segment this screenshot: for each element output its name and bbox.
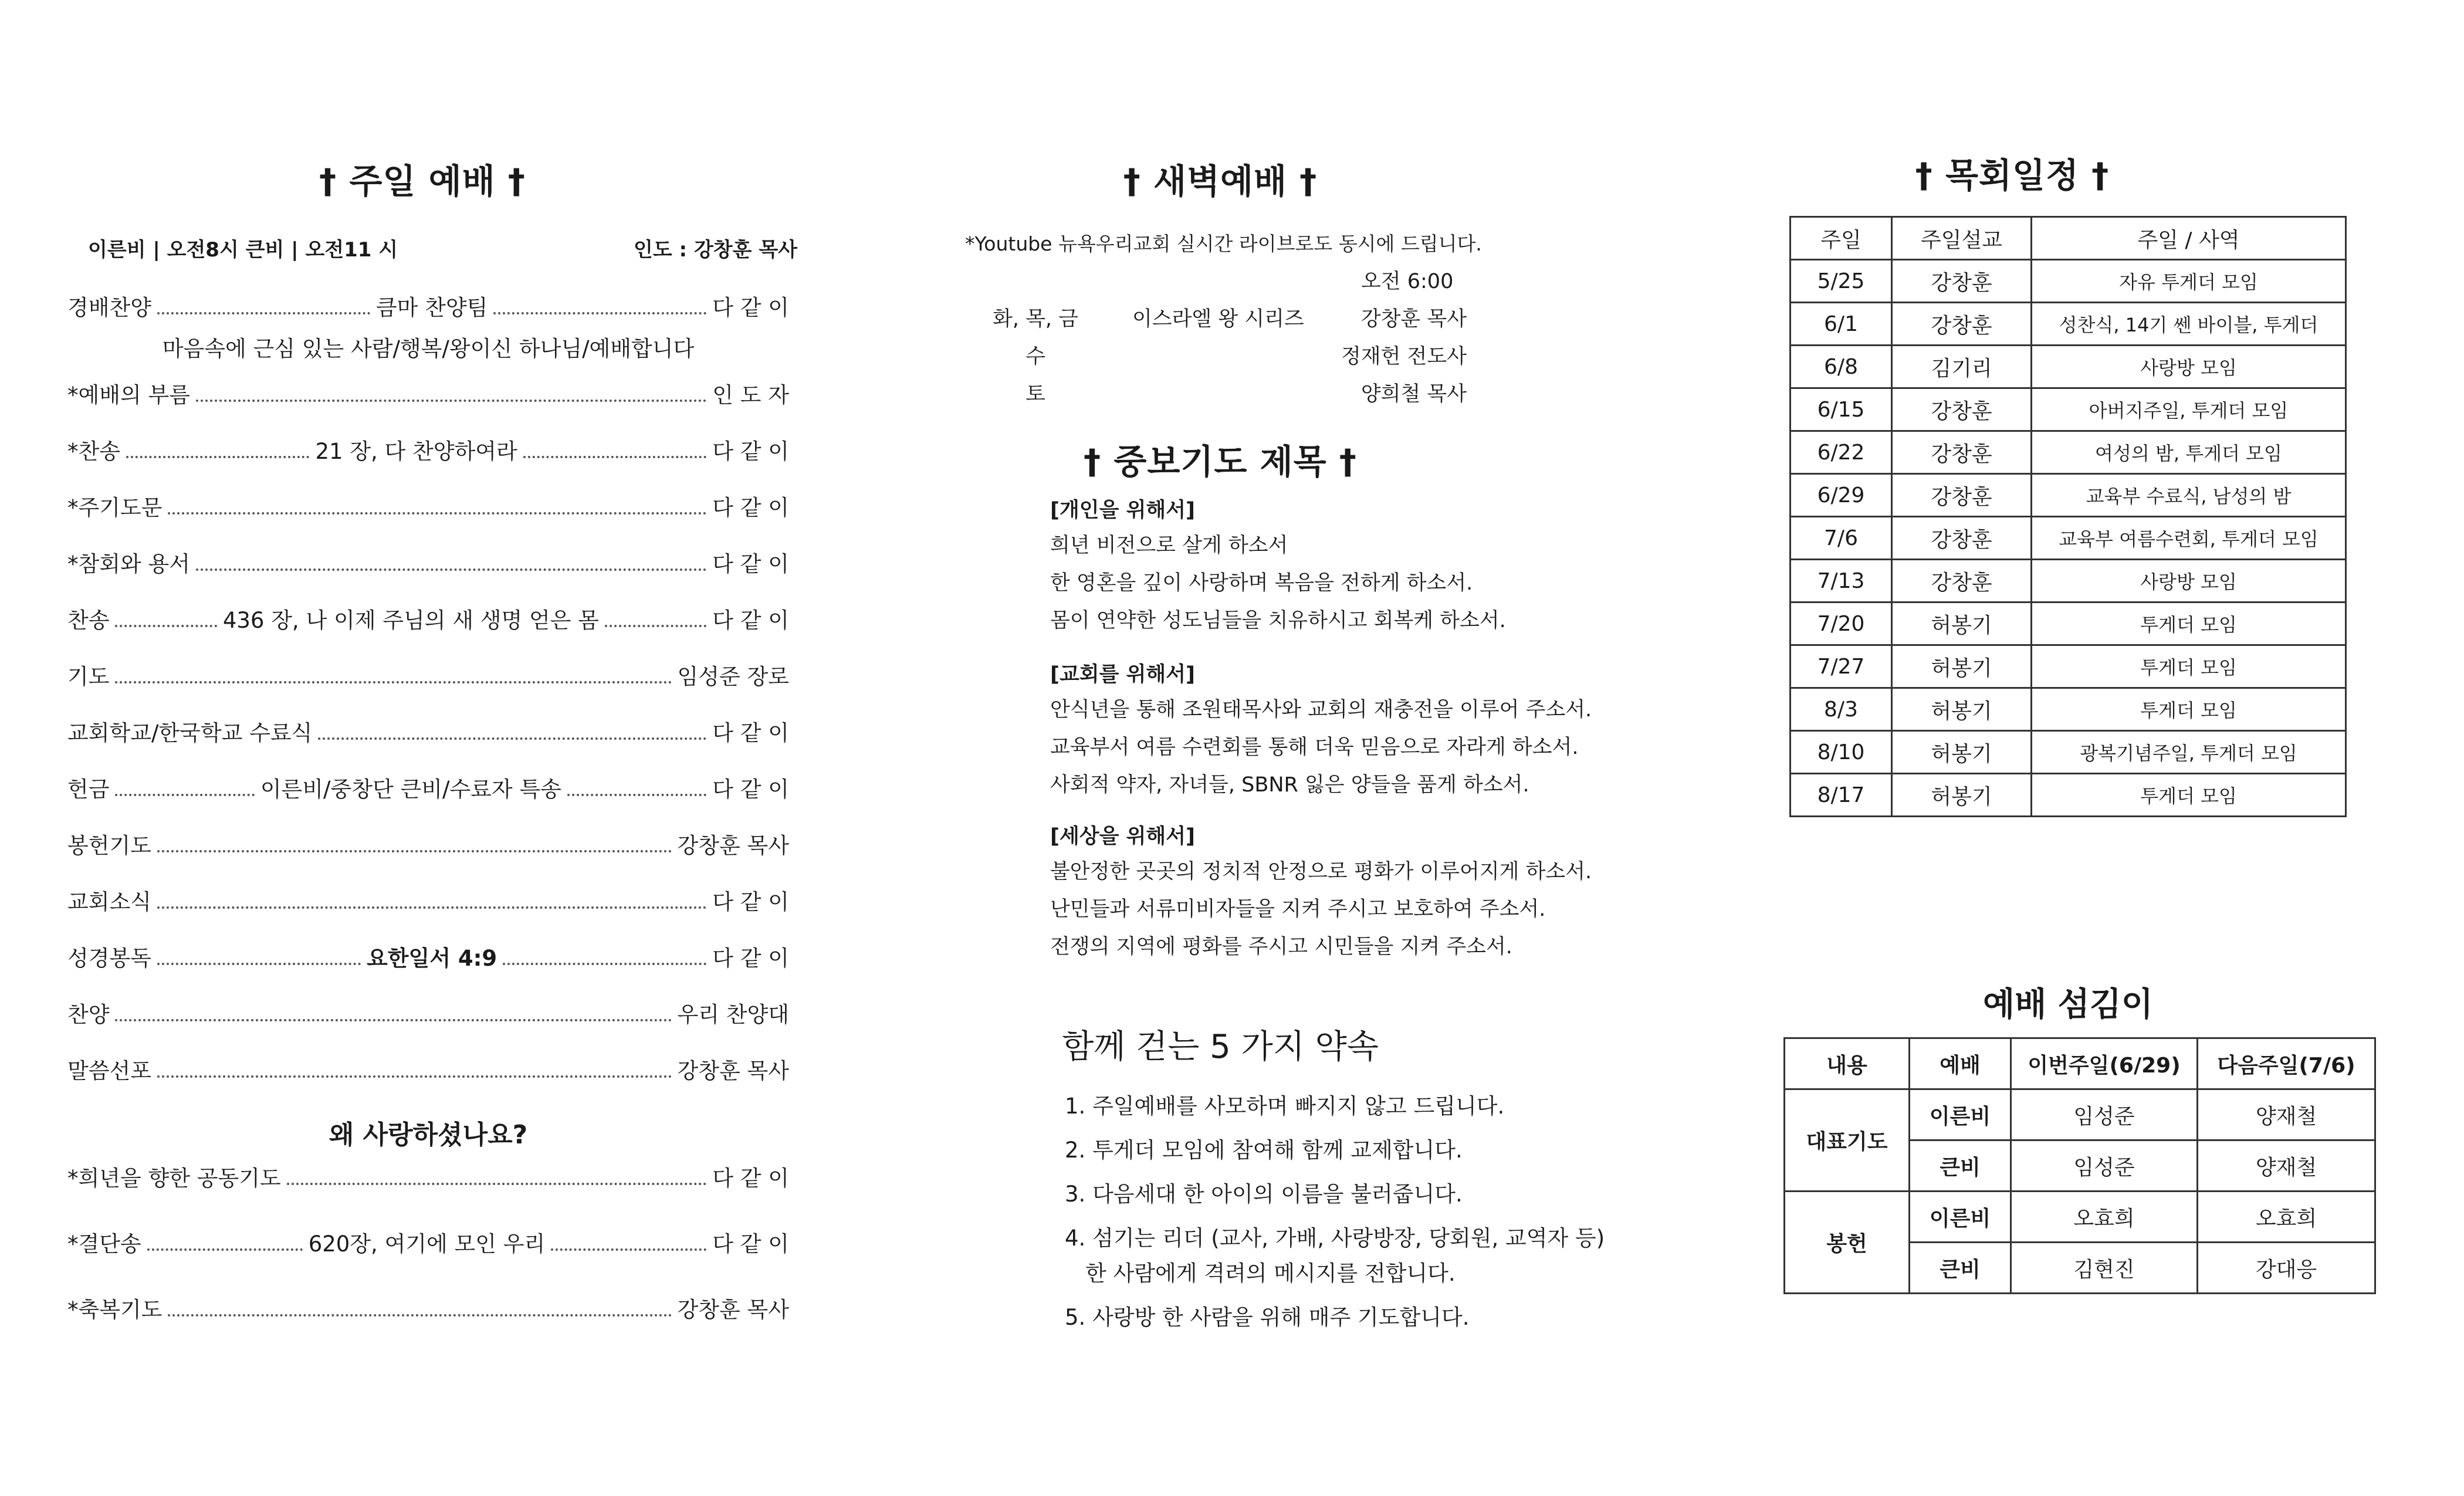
service-this-week: 김현진 bbox=[2011, 1243, 2198, 1294]
schedule-preacher: 허봉기 bbox=[1892, 645, 2032, 688]
order-label: 교회학교/한국학교 수료식 bbox=[67, 720, 313, 746]
service-this-week: 오효희 bbox=[2011, 1192, 2198, 1243]
table-row bbox=[1791, 688, 2346, 731]
service-session: 이른비 bbox=[1910, 1089, 2011, 1140]
schedule-preacher: 강창훈 bbox=[1892, 303, 2032, 346]
order-label: *주기도문 bbox=[67, 495, 163, 520]
service-this-week: 임성준 bbox=[2011, 1140, 2198, 1192]
schedule-ministry: 투게더 모임 bbox=[2032, 774, 2346, 817]
schedule-date: 8/17 bbox=[1791, 774, 1892, 817]
prayer-line: 사회적 약자, 자녀들, SBNR 잃은 양들을 품게 하소서. bbox=[1050, 773, 1529, 797]
schedule-preacher: 강창훈 bbox=[1892, 560, 2032, 603]
schedule-header: 주일설교 bbox=[1892, 217, 2032, 260]
schedule-preacher: 강창훈 bbox=[1892, 260, 2032, 303]
order-who: 다 같 이 bbox=[712, 889, 789, 915]
order-middle: 620장, 여기에 모인 우리 bbox=[308, 1231, 546, 1257]
order-row bbox=[67, 659, 789, 691]
order-row bbox=[67, 546, 789, 578]
service-next-week: 양재철 bbox=[2198, 1140, 2375, 1192]
dawn-day: 토 bbox=[1025, 383, 1045, 406]
service-next-week: 양재철 bbox=[2198, 1089, 2375, 1140]
service-role: 대표기도 bbox=[1785, 1089, 1910, 1192]
dawn-worship-title: † 새벽예배 † bbox=[1123, 161, 1318, 201]
service-header: 이번주일(6/29) bbox=[2011, 1038, 2198, 1089]
dawn-day: 수 bbox=[1025, 345, 1045, 368]
order-label: *예배의 부름 bbox=[67, 383, 190, 408]
schedule-header-row bbox=[1791, 217, 2346, 260]
schedule-table bbox=[1789, 216, 2347, 817]
prayer-line: 희년 비전으로 살게 하소서 bbox=[1050, 534, 1288, 557]
order-label: 경배찬양 bbox=[67, 295, 151, 320]
promises-title: 함께 걷는 5 가지 약속 bbox=[1062, 1028, 1379, 1066]
schedule-date: 7/27 bbox=[1791, 645, 1892, 688]
schedule-preacher: 강창훈 bbox=[1892, 388, 2032, 431]
order-label: 찬송 bbox=[67, 608, 110, 633]
order-middle: 큼마 찬양팀 bbox=[375, 295, 488, 320]
praise-song-list: 마음속에 근심 있는 사람/행복/왕이신 하나님/예배합니다 bbox=[162, 336, 695, 361]
schedule-ministry: 여성의 밤, 투게더 모임 bbox=[2032, 431, 2346, 474]
order-who: 다 같 이 bbox=[712, 946, 790, 971]
service-next-week: 오효희 bbox=[2198, 1192, 2375, 1243]
order-label: 교회소식 bbox=[67, 889, 151, 915]
order-row bbox=[67, 997, 789, 1028]
prayer-line: 안식년을 통해 조원태목사와 교회의 재충전을 이루어 주소서. bbox=[1050, 698, 1592, 722]
order-label: *찬송 bbox=[67, 439, 120, 464]
dawn-youtube-note: *Youtube 뉴욕우리교회 실시간 라이브로도 동시에 드립니다. bbox=[965, 232, 1482, 255]
promise-item: 1. 주일예배를 사모하며 빠지지 않고 드립니다. bbox=[1065, 1094, 1505, 1119]
table-row bbox=[1791, 517, 2346, 560]
schedule-date: 6/22 bbox=[1791, 431, 1892, 474]
prayer-group-head: [교회를 위해서] bbox=[1050, 663, 1196, 686]
order-row bbox=[67, 940, 789, 972]
prayer-line: 교육부서 여름 수련회를 통해 더욱 믿음으로 자라게 하소서. bbox=[1050, 736, 1579, 759]
order-who: 다 같 이 bbox=[712, 495, 789, 520]
order-label: *결단송 bbox=[67, 1231, 141, 1257]
service-table bbox=[1783, 1037, 2376, 1294]
prayer-line: 몸이 연약한 성도님들을 치유하시고 회복케 하소서. bbox=[1050, 609, 1506, 632]
order-row bbox=[67, 1226, 789, 1258]
dawn-preacher: 강창훈 목사 bbox=[1360, 307, 1467, 331]
sermon-title: 왜 사랑하셨나요? bbox=[329, 1120, 528, 1150]
dawn-series: 이스라엘 왕 시리즈 bbox=[1132, 307, 1304, 331]
schedule-date: 7/20 bbox=[1791, 603, 1892, 645]
service-this-week: 임성준 bbox=[2011, 1089, 2198, 1140]
service-header: 예배 bbox=[1910, 1038, 2011, 1089]
promise-item: 2. 투게더 모임에 참여해 함께 교제합니다. bbox=[1065, 1138, 1463, 1163]
order-who: 강창훈 목사 bbox=[677, 1297, 789, 1322]
intercession-title: † 중보기도 제목 † bbox=[1084, 442, 1357, 482]
schedule-preacher: 허봉기 bbox=[1892, 688, 2032, 731]
schedule-date: 7/6 bbox=[1791, 517, 1892, 560]
table-row bbox=[1791, 346, 2346, 388]
service-header: 내용 bbox=[1785, 1038, 1910, 1089]
promise-item: 4. 섬기는 리더 (교사, 가배, 사랑방장, 당회원, 교역자 등) bbox=[1065, 1226, 1605, 1251]
promise-item-cont: 한 사람에게 격려의 메시지를 전합니다. bbox=[1085, 1261, 1456, 1286]
schedule-preacher: 김기리 bbox=[1892, 346, 2032, 388]
order-row bbox=[67, 1292, 789, 1324]
order-row bbox=[67, 715, 789, 747]
schedule-ministry: 성찬식, 14기 쎈 바이블, 투게더 bbox=[2032, 303, 2346, 346]
order-who: 다 같 이 bbox=[712, 1231, 789, 1257]
service-title: 예배 섬김이 bbox=[1983, 986, 2153, 1024]
order-row bbox=[67, 1053, 789, 1085]
order-label: *참회와 용서 bbox=[67, 551, 190, 577]
order-who: 다 같 이 bbox=[712, 551, 789, 577]
prayer-line: 불안정한 곳곳의 정치적 안정으로 평화가 이루어지게 하소서. bbox=[1050, 860, 1592, 884]
service-session: 이른비 bbox=[1910, 1192, 2011, 1243]
schedule-ministry: 교육부 수료식, 남성의 밤 bbox=[2032, 474, 2346, 517]
schedule-ministry: 광복기념주일, 투게더 모임 bbox=[2032, 731, 2346, 774]
order-label: *희년을 향한 공동기도 bbox=[67, 1166, 281, 1191]
dawn-preacher: 정재헌 전도사 bbox=[1341, 345, 1467, 368]
order-middle: 이른비/중창단 큰비/수료자 특송 bbox=[260, 777, 561, 802]
schedule-header: 주일 / 사역 bbox=[2032, 217, 2346, 260]
service-session: 큰비 bbox=[1910, 1243, 2011, 1294]
schedule-preacher: 허봉기 bbox=[1892, 774, 2032, 817]
order-who: 임성준 장로 bbox=[677, 664, 789, 689]
schedule-date: 6/1 bbox=[1791, 303, 1892, 346]
schedule-ministry: 아버지주일, 투게더 모임 bbox=[2032, 388, 2346, 431]
schedule-ministry: 투게더 모임 bbox=[2032, 603, 2346, 645]
order-who: 다 같 이 bbox=[712, 608, 790, 633]
order-label: 성경봉독 bbox=[67, 946, 151, 971]
order-row bbox=[67, 884, 789, 916]
table-row bbox=[1791, 645, 2346, 688]
order-who: 인 도 자 bbox=[712, 383, 789, 408]
schedule-header: 주일 bbox=[1791, 217, 1892, 260]
sunday-worship-title: † 주일 예배 † bbox=[319, 161, 526, 201]
service-session: 큰비 bbox=[1910, 1140, 2011, 1192]
schedule-title: † 목회일정 † bbox=[1915, 155, 2110, 195]
order-label: 기도 bbox=[67, 664, 110, 689]
service-next-week: 강대응 bbox=[2198, 1243, 2375, 1294]
schedule-ministry: 사랑방 모임 bbox=[2032, 346, 2346, 388]
schedule-ministry: 교육부 여름수련회, 투게더 모임 bbox=[2032, 517, 2346, 560]
table-row bbox=[1791, 431, 2346, 474]
order-label: 헌금 bbox=[67, 777, 110, 802]
table-row bbox=[1791, 603, 2346, 645]
schedule-preacher: 강창훈 bbox=[1892, 431, 2032, 474]
schedule-date: 6/29 bbox=[1791, 474, 1892, 517]
order-row bbox=[67, 290, 789, 321]
schedule-date: 5/25 bbox=[1791, 260, 1892, 303]
dawn-preacher: 양희철 목사 bbox=[1360, 383, 1467, 406]
order-who: 다 같 이 bbox=[712, 295, 790, 320]
table-row bbox=[1791, 474, 2346, 517]
schedule-preacher: 허봉기 bbox=[1892, 603, 2032, 645]
order-middle: 요한일서 4:9 bbox=[367, 946, 497, 971]
order-label: *축복기도 bbox=[67, 1297, 163, 1322]
table-row bbox=[1785, 1089, 2375, 1140]
order-who: 다 같 이 bbox=[712, 439, 789, 464]
prayer-group-head: [세상을 위해서] bbox=[1050, 825, 1196, 848]
order-row bbox=[67, 771, 789, 803]
schedule-date: 7/13 bbox=[1791, 560, 1892, 603]
order-who: 우리 찬양대 bbox=[677, 1002, 789, 1027]
service-header: 다음주일(7/6) bbox=[2198, 1038, 2375, 1089]
table-row bbox=[1791, 303, 2346, 346]
schedule-date: 8/10 bbox=[1791, 731, 1892, 774]
promise-item: 3. 다음세대 한 아이의 이름을 불러줍니다. bbox=[1065, 1182, 1463, 1207]
order-row bbox=[67, 490, 789, 522]
table-row bbox=[1791, 774, 2346, 817]
table-row bbox=[1791, 388, 2346, 431]
service-role: 봉헌 bbox=[1785, 1192, 1910, 1294]
order-label: 봉헌기도 bbox=[67, 833, 151, 858]
dawn-time: 오전 6:00 bbox=[1361, 270, 1454, 293]
order-who: 강창훈 목사 bbox=[677, 1058, 789, 1084]
order-row bbox=[67, 377, 789, 409]
schedule-date: 8/3 bbox=[1791, 688, 1892, 731]
schedule-date: 6/15 bbox=[1791, 388, 1892, 431]
order-row bbox=[67, 828, 789, 859]
promise-item: 5. 사랑방 한 사람을 위해 매주 기도합니다. bbox=[1065, 1305, 1470, 1330]
prayer-line: 전쟁의 지역에 평화를 주시고 시민들을 지켜 주소서. bbox=[1050, 935, 1512, 959]
schedule-preacher: 허봉기 bbox=[1892, 731, 2032, 774]
table-row bbox=[1791, 731, 2346, 774]
worship-leader: 인도 : 강창훈 목사 bbox=[634, 238, 798, 262]
prayer-line: 한 영혼을 깊이 사랑하며 복음을 전하게 하소서. bbox=[1050, 571, 1473, 595]
schedule-preacher: 강창훈 bbox=[1892, 474, 2032, 517]
table-row bbox=[1791, 560, 2346, 603]
table-row bbox=[1785, 1192, 2375, 1243]
order-who: 다 같 이 bbox=[712, 777, 789, 802]
schedule-date: 6/8 bbox=[1791, 346, 1892, 388]
schedule-ministry: 사랑방 모임 bbox=[2032, 560, 2346, 603]
order-who: 다 같 이 bbox=[712, 1166, 789, 1191]
table-row bbox=[1791, 260, 2346, 303]
order-label: 말씀선포 bbox=[67, 1058, 151, 1084]
order-who: 강창훈 목사 bbox=[677, 833, 789, 858]
order-label: 찬양 bbox=[67, 1002, 110, 1027]
order-middle: 21 장, 다 찬양하여라 bbox=[315, 439, 517, 464]
schedule-ministry: 투게더 모임 bbox=[2032, 688, 2346, 731]
prayer-group-head: [개인을 위해서] bbox=[1050, 499, 1196, 522]
order-row bbox=[67, 603, 789, 634]
order-row bbox=[67, 1160, 789, 1192]
order-row bbox=[67, 434, 789, 465]
dawn-day: 화, 목, 금 bbox=[993, 307, 1078, 331]
order-who: 다 같 이 bbox=[712, 720, 789, 746]
service-header-row bbox=[1785, 1038, 2375, 1089]
schedule-ministry: 자유 투게더 모임 bbox=[2032, 260, 2346, 303]
schedule-preacher: 강창훈 bbox=[1892, 517, 2032, 560]
schedule-ministry: 투게더 모임 bbox=[2032, 645, 2346, 688]
order-middle: 436 장, 나 이제 주님의 새 생명 얻은 몸 bbox=[222, 608, 599, 633]
prayer-line: 난민들과 서류미비자들을 지켜 주시고 보호하여 주소서. bbox=[1050, 898, 1546, 921]
worship-times: 이른비 | 오전8시 큰비 | 오전11 시 bbox=[88, 238, 398, 262]
